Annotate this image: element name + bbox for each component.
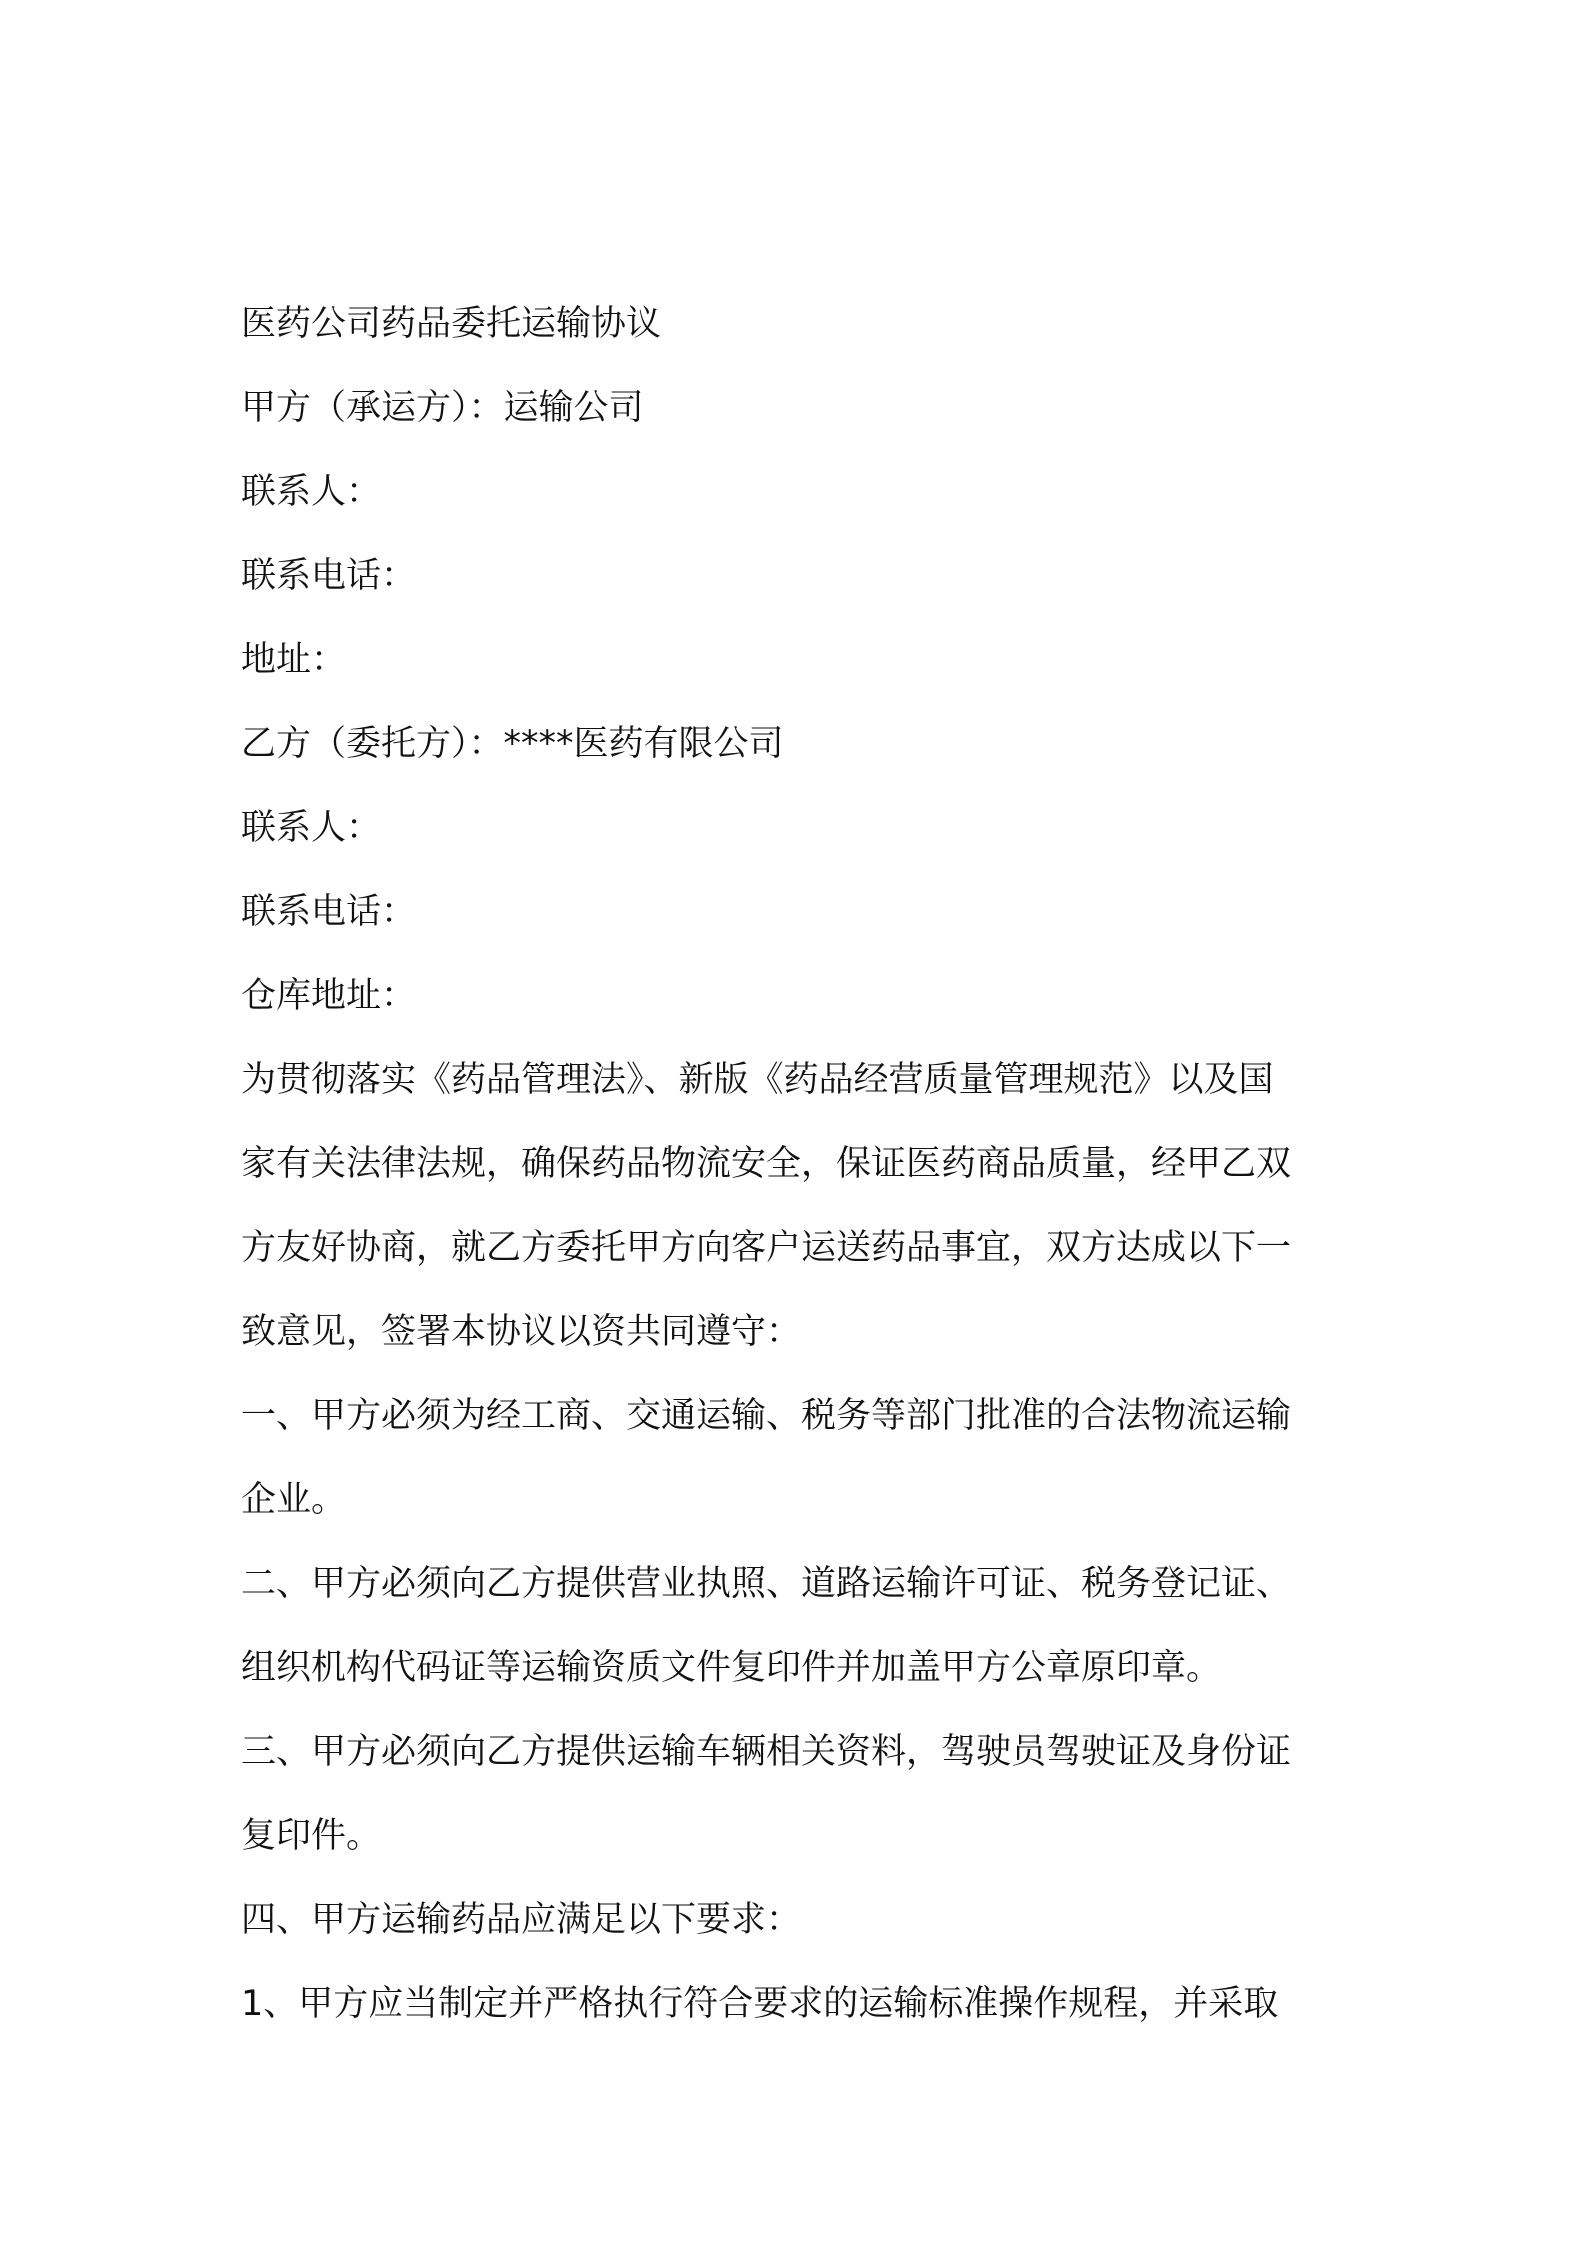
party-a-phone: 联系电话：	[241, 556, 417, 596]
clause-3-line: 三、甲方必须向乙方提供运输车辆相关资料，驾驶员驾驶证及身份证	[241, 1732, 1292, 1772]
clause-1-line: 企业。	[241, 1480, 347, 1520]
preamble-line: 方友好协商，就乙方委托甲方向客户运送药品事宜，双方达成以下一	[241, 1228, 1292, 1268]
party-b-line: 乙方（委托方）：****医药有限公司	[241, 724, 784, 764]
party-a-line: 甲方（承运方）：运输公司	[241, 388, 644, 428]
clause-1-line: 一、甲方必须为经工商、交通运输、税务等部门批准的合法物流运输	[241, 1396, 1292, 1436]
document-title: 医药公司药品委托运输协议	[241, 304, 662, 344]
preamble-line: 致意见，签署本协议以资共同遵守：	[241, 1312, 802, 1352]
party-b-warehouse: 仓库地址：	[241, 976, 417, 1016]
clause-3-line: 复印件。	[241, 1816, 382, 1856]
party-a-contact: 联系人：	[241, 472, 382, 512]
preamble-line: 家有关法律法规，确保药品物流安全，保证医药商品质量，经甲乙双	[241, 1144, 1292, 1184]
document-body	[241, 282, 1361, 2046]
item-1-line: 1、甲方应当制定并严格执行符合要求的运输标准操作规程，并采取	[241, 1984, 1279, 2024]
clause-4-heading: 四、甲方运输药品应满足以下要求：	[241, 1900, 802, 1940]
preamble-line: 为贯彻落实《药品管理法》、新版《药品经营质量管理规范》以及国	[241, 1060, 1274, 1100]
party-b-contact: 联系人：	[241, 808, 382, 848]
clause-2-line: 组织机构代码证等运输资质文件复印件并加盖甲方公章原印章。	[241, 1648, 1222, 1688]
clause-2-line: 二、甲方必须向乙方提供营业执照、道路运输许可证、税务登记证、	[241, 1564, 1292, 1604]
party-b-phone: 联系电话：	[241, 892, 417, 932]
party-a-address: 地址：	[241, 640, 347, 680]
